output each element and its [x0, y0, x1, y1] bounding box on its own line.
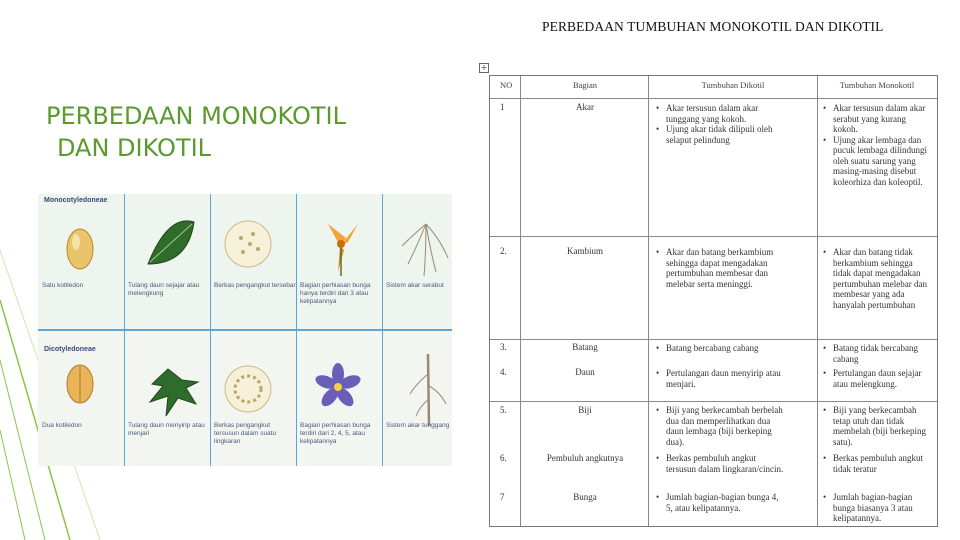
- table-col-divider: [817, 76, 818, 526]
- dico-caption: Dua kotiledon: [42, 422, 82, 429]
- row-monokotil: [823, 103, 927, 187]
- mono-caption: Satu kotiledon: [42, 282, 84, 289]
- dico-caption: Berkas pengangkut tersusun dalam suatu lingkaran: [214, 422, 277, 445]
- dikotil-point: • Berkas pembuluh angkut tersusun dalam lingkaran/cincin.: [666, 453, 784, 474]
- dico-caption: Bagian perhiasan bunga terdiri dari 2, 4, 5, atau kelipatannya: [300, 422, 371, 445]
- monokotil-point: • Akar tersusun dalam akar serabut yang kurang kokoh.: [833, 103, 927, 135]
- row-dikotil: [656, 103, 784, 145]
- row-dikotil: [656, 368, 784, 389]
- row-no: 7: [500, 492, 505, 502]
- row-bagian: Biji: [578, 405, 592, 415]
- row-no: 4.: [500, 367, 507, 377]
- mono-caption: Tulang daun sejajar atau melengkung: [128, 282, 200, 297]
- row-dikotil: [656, 247, 784, 289]
- slide-title-line1: PERBEDAAN MONOKOTIL: [46, 102, 346, 131]
- dikotil-point: • Ujung akar tidak dilipuli oleh selaput pelindung: [666, 124, 784, 145]
- row-bagian: Kambium: [567, 246, 603, 256]
- dikotil-point: • Akar tersusun dalam akar tunggang yang kokoh.: [666, 103, 784, 124]
- slide-title: [46, 100, 446, 164]
- monokotil-point: • Pertulangan daun sejajar atau melengkung.: [833, 368, 927, 389]
- row-bagian: Bunga: [573, 492, 597, 502]
- document-title: PERBEDAAN TUMBUHAN MONOKOTIL DAN DIKOTIL: [542, 19, 884, 34]
- header-bagian: Bagian: [572, 80, 598, 90]
- mono-header: Monocotyledoneae: [44, 197, 108, 204]
- row-monokotil: [823, 247, 927, 310]
- row-monokotil: [823, 405, 927, 447]
- monokotil-point: • Jumlah bagian-bagian bunga biasanya 3 atau kelipatannya.: [833, 492, 927, 524]
- table-row-divider: [490, 339, 937, 340]
- dikotil-point: • Batang bercabang cabang: [666, 343, 784, 354]
- monokotil-point: • Biji yang berkecambah tetap utuh dan tidak membelah (biji berkeping satu).: [833, 405, 927, 447]
- dikotil-point: • Jumlah bagian-bagian bunga 4, 5, atau kelipatannya.: [666, 492, 784, 513]
- mono-caption: Berkas pengangkut tersebar: [214, 282, 296, 289]
- comparison-table: [489, 75, 938, 527]
- row-no: 3.: [500, 342, 507, 352]
- table-row-divider: [490, 401, 937, 402]
- dikotil-point: • Biji yang berkecambah berbelah dua dan memperlihatkan dua daun lembaga (biji berkeping dua).: [666, 405, 784, 447]
- row-no: 5.: [500, 405, 507, 415]
- dikotil-point: • Akar dan batang berkambium sehingga dapat mengadakan pertumbuhan membesar dan melebar serta meninggi.: [666, 247, 784, 289]
- row-bagian: Daun: [575, 367, 595, 377]
- row-dikotil: [656, 453, 784, 474]
- row-dikotil: [656, 343, 784, 354]
- header-monokotil: Tumbuhan Monokotil: [839, 80, 915, 90]
- row-monokotil: [823, 368, 927, 389]
- row-no: 2.: [500, 246, 507, 256]
- row-no: 6.: [500, 453, 507, 463]
- mono-caption: Bagian perhiasan bunga hanya terdiri dari 3 atau kelipatannya: [300, 282, 371, 305]
- row-monokotil: [823, 343, 927, 364]
- table-row-divider: [490, 98, 937, 99]
- mono-dico-illustration: [38, 194, 452, 466]
- row-monokotil: [823, 492, 927, 524]
- row-bagian: Pembuluh angkutnya: [546, 453, 624, 463]
- header-dikotil: Tumbuhan Dikotil: [701, 80, 765, 90]
- header-no: NO: [500, 80, 513, 90]
- row-dikotil: [656, 405, 784, 447]
- dico-header: Dicotyledoneae: [44, 346, 96, 353]
- dico-caption: Sistem akar tunggang: [386, 422, 450, 429]
- slide-title-line2: DAN DIKOTIL: [57, 134, 212, 163]
- row-dikotil: [656, 492, 784, 513]
- dico-caption: Tulang daun menyirip atau menjari: [128, 422, 205, 437]
- monokotil-point: • Ujung akar lembaga dan pucuk lembaga dilindungi oleh suatu sarung yang masing-masing disebut koleorhiza dan koleoptil.: [833, 135, 927, 188]
- monokotil-point: • Akar dan batang tidak berkambium sehingga tidak dapat mengadakan pertumbuhan melebar dan membesar yang ada hanyalah pertumbuhan: [833, 247, 927, 310]
- row-no: 1: [500, 102, 505, 112]
- row-bagian: Akar: [576, 102, 594, 112]
- plus-box-icon[interactable]: +: [480, 63, 488, 72]
- table-row-divider: [490, 236, 937, 237]
- dikotil-point: • Pertulangan daun menyirip atau menjari.: [666, 368, 784, 389]
- monokotil-point: • Berkas pembuluh angkut tidak teratur: [833, 453, 927, 474]
- mono-caption: Sistem akar serabut: [386, 282, 444, 289]
- monokotil-point: • Batang tidak bercabang cabang: [833, 343, 927, 364]
- row-bagian: Batang: [572, 342, 598, 352]
- row-monokotil: [823, 453, 927, 474]
